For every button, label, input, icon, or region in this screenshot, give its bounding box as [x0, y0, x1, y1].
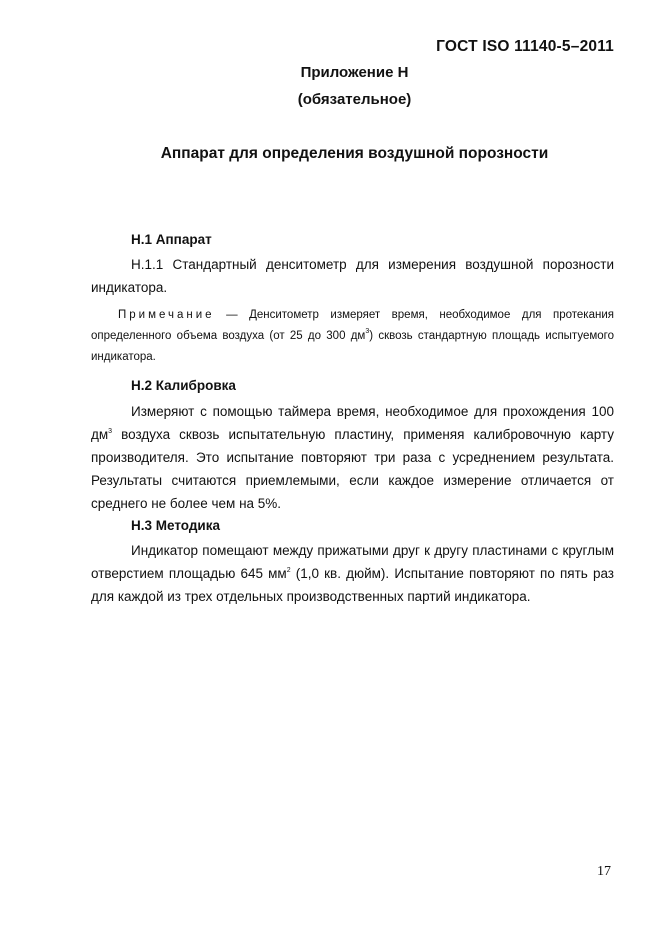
- note-text-b: ) сквозь стандартную площадь испытуемого индикатора.: [91, 330, 614, 363]
- note-superscript: 3: [365, 328, 370, 335]
- paragraph-h3: [91, 539, 614, 608]
- paragraph-h2: [91, 400, 614, 515]
- section-heading-h1: Н.1 Аппарат: [131, 232, 212, 247]
- paragraph-h1-1-text: Н.1.1 Стандартный денситометр для измерения воздушной порозности индикатора.: [91, 257, 614, 295]
- note-label: Примечание: [118, 309, 215, 321]
- paragraph-h3-text-b: (1,0 кв. дюйм). Испытание повторяют по пять раз для каждой из трех отдельных производственных партий индикатора.: [91, 566, 614, 604]
- paragraph-h2-text-a: Измеряют с помощью таймера время, необходимое для прохождения 100 дм: [91, 404, 614, 442]
- note-h1: [91, 305, 614, 368]
- section-heading-h3: Н.3 Методика: [131, 518, 220, 533]
- appendix-title: Приложение Н: [300, 64, 409, 81]
- note-text-a: — Денситометр измеряет время, необходимое для протекания определенного объема воздуха (от 25 до 300 дм: [91, 309, 614, 342]
- paragraph-h3-text-a: Индикатор помещают между прижатыми друг к другу пластинами с круглым отверстием площадью 645 мм: [91, 543, 614, 581]
- appendix-subject: Аппарат для определения воздушной порозности: [160, 145, 549, 162]
- standard-code: ГОСТ ISO 11140-5–2011: [436, 38, 614, 55]
- paragraph-h2-text-b: воздуха сквозь испытательную пластину, применяя калибровочную карту производителя. Это испытание повторяют три раза с усреднением результата. Результаты считаются приемлемыми, если каждое измерение отличается от среднего не более чем на 5%.: [91, 427, 614, 511]
- paragraph-h1-1: [91, 253, 614, 299]
- paragraph-h2-superscript: 3: [108, 428, 113, 435]
- appendix-kind: (обязательное): [297, 91, 412, 108]
- section-heading-h2: Н.2 Калибровка: [131, 378, 236, 393]
- page-number: 17: [597, 864, 611, 879]
- paragraph-h3-superscript: 2: [286, 567, 291, 574]
